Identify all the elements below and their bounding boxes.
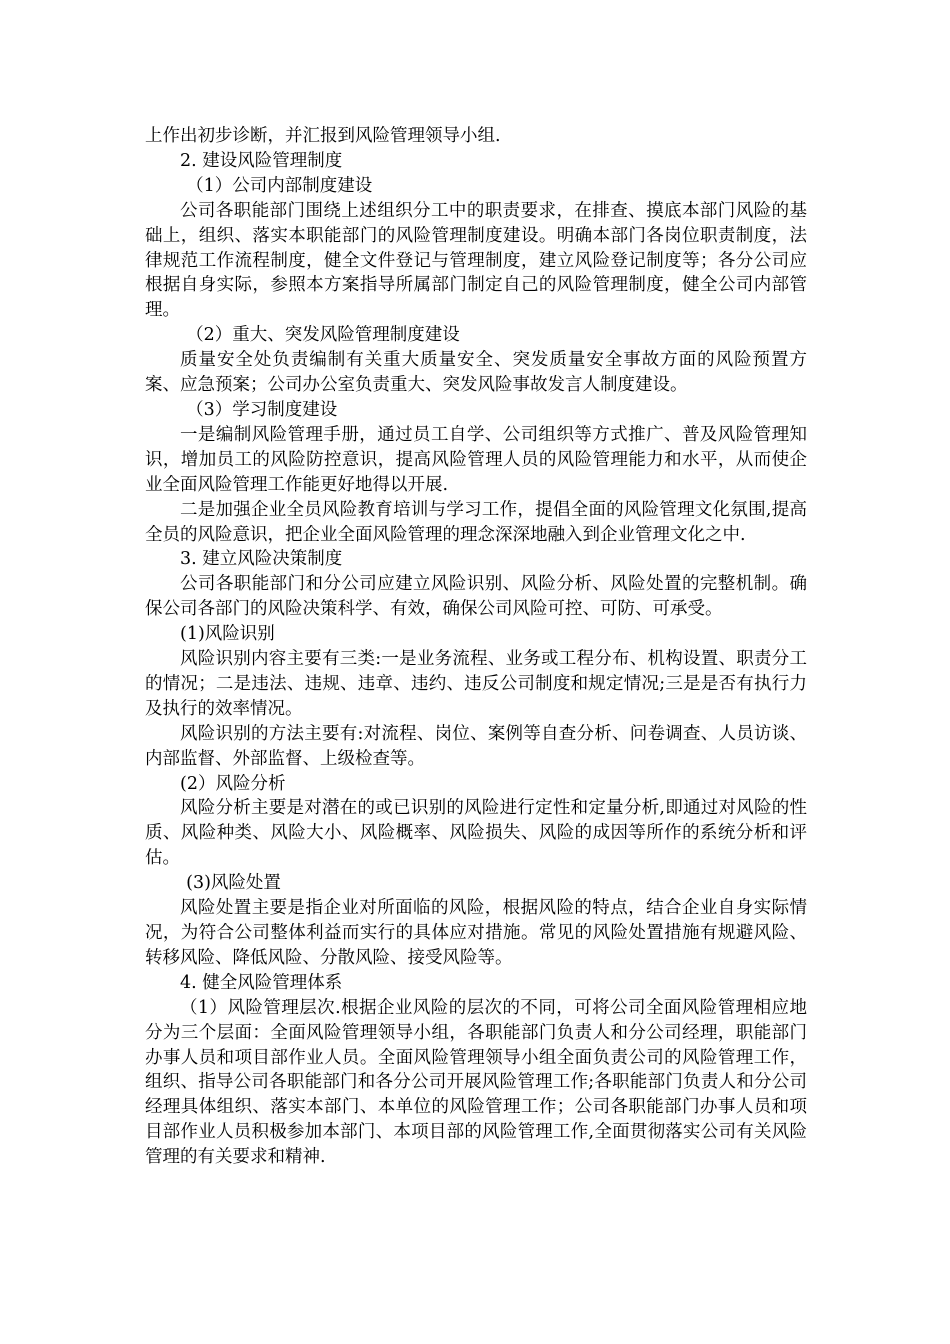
subheading-internal-system: （1）公司内部制度建设: [186, 175, 373, 196]
paragraph-continuation: 上作出初步诊断，并汇报到风险管理领导小组.: [145, 126, 501, 146]
section-heading-4: 4. 健全风险管理体系: [180, 972, 343, 993]
subheading-risk-identification: (1)风险识别: [180, 624, 275, 645]
document-page: [145, 124, 807, 1170]
paragraph: 质量安全处负责编制有关重大质量安全、突发质量安全事故方面的风险预置方案、应急预案；公司办公室负责重大、突发风险事故发言人制度建设。: [145, 350, 807, 396]
section-heading-2: 2. 建设风险管理制度: [180, 150, 343, 171]
paragraph: 风险识别内容主要有三类:一是业务流程、业务或工程分布、机构设置、职责分工的情况；二是违法、违规、违章、违约、违反公司制度和规定情况;三是是否有执行力及执行的效率情况。: [145, 649, 807, 719]
paragraph: 公司各职能部门和分公司应建立风险识别、风险分析、风险处置的完整机制。确保公司各部门的风险决策科学、有效，确保公司风险可控、可防、可承受。: [145, 574, 807, 620]
paragraph: 风险分析主要是对潜在的或已识别的风险进行定性和定量分析,即通过对风险的性质、风险种类、风险大小、风险概率、风险损失、风险的成因等所作的系统分析和评估。: [145, 798, 807, 869]
paragraph: 公司各职能部门围绕上述组织分工中的职责要求，在排查、摸底本部门风险的基础上，组织、落实本职能部门的风险管理制度建设。明确本部门各岗位职责制度，法律规范工作流程制度，健全文件登记与管理制度，建立风险登记制度等；各分公司应根据自身实际，参照本方案指导所属部门制定自己的风险管理制度，健全公司内部管理。: [145, 200, 807, 321]
paragraph: （1）风险管理层次.根据企业风险的层次的不同，可将公司全面风险管理相应地分为三个层面：全面风险管理领导小组，各职能部门负责人和分公司经理，职能部门办事人员和项目部作业人员。全面风险管理领导小组全面负责公司的风险管理工作，组织、指导公司各职能部门和各分公司开展风险管理工作;各职能部门负责人和分公司经理具体组织、落实本部门、本单位的风险管理工作；公司各职能部门办事人员和项目部作业人员积极参加本部门、本项目部的风险管理工作,全面贯彻落实公司有关风险管理的有关要求和精神.: [145, 997, 807, 1168]
subheading-risk-handling: (3)风险处置: [186, 873, 281, 894]
section-heading-3: 3. 建立风险决策制度: [180, 549, 343, 570]
subheading-learning-system: （3）学习制度建设: [186, 399, 338, 420]
paragraph: 二是加强企业全员风险教育培训与学习工作，提倡全面的风险管理文化氛围,提高全员的风险意识，把企业全面风险管理的理念深深地融入到企业管理文化之中.: [145, 499, 807, 545]
paragraph: 一是编制风险管理手册，通过员工自学、公司组织等方式推广、普及风险管理知识，增加员工的风险防控意识，提高风险管理人员的风险管理能力和水平，从而使企业全面风险管理工作能更好地得以开展.: [145, 424, 807, 495]
subheading-risk-analysis: (2）风险分析: [180, 773, 286, 794]
subheading-major-risk-system: （2）重大、突发风险管理制度建设: [186, 325, 460, 346]
paragraph: 风险处置主要是指企业对所面临的风险，根据风险的特点，结合企业自身实际情况，为符合公司整体利益而实行的具体应对措施。常见的风险处置措施有规避风险、转移风险、降低风险、分散风险、接受风险等。: [145, 898, 807, 968]
paragraph: 风险识别的方法主要有:对流程、岗位、案例等自查分析、问卷调查、人员访谈、内部监督、外部监督、上级检查等。: [145, 723, 807, 769]
